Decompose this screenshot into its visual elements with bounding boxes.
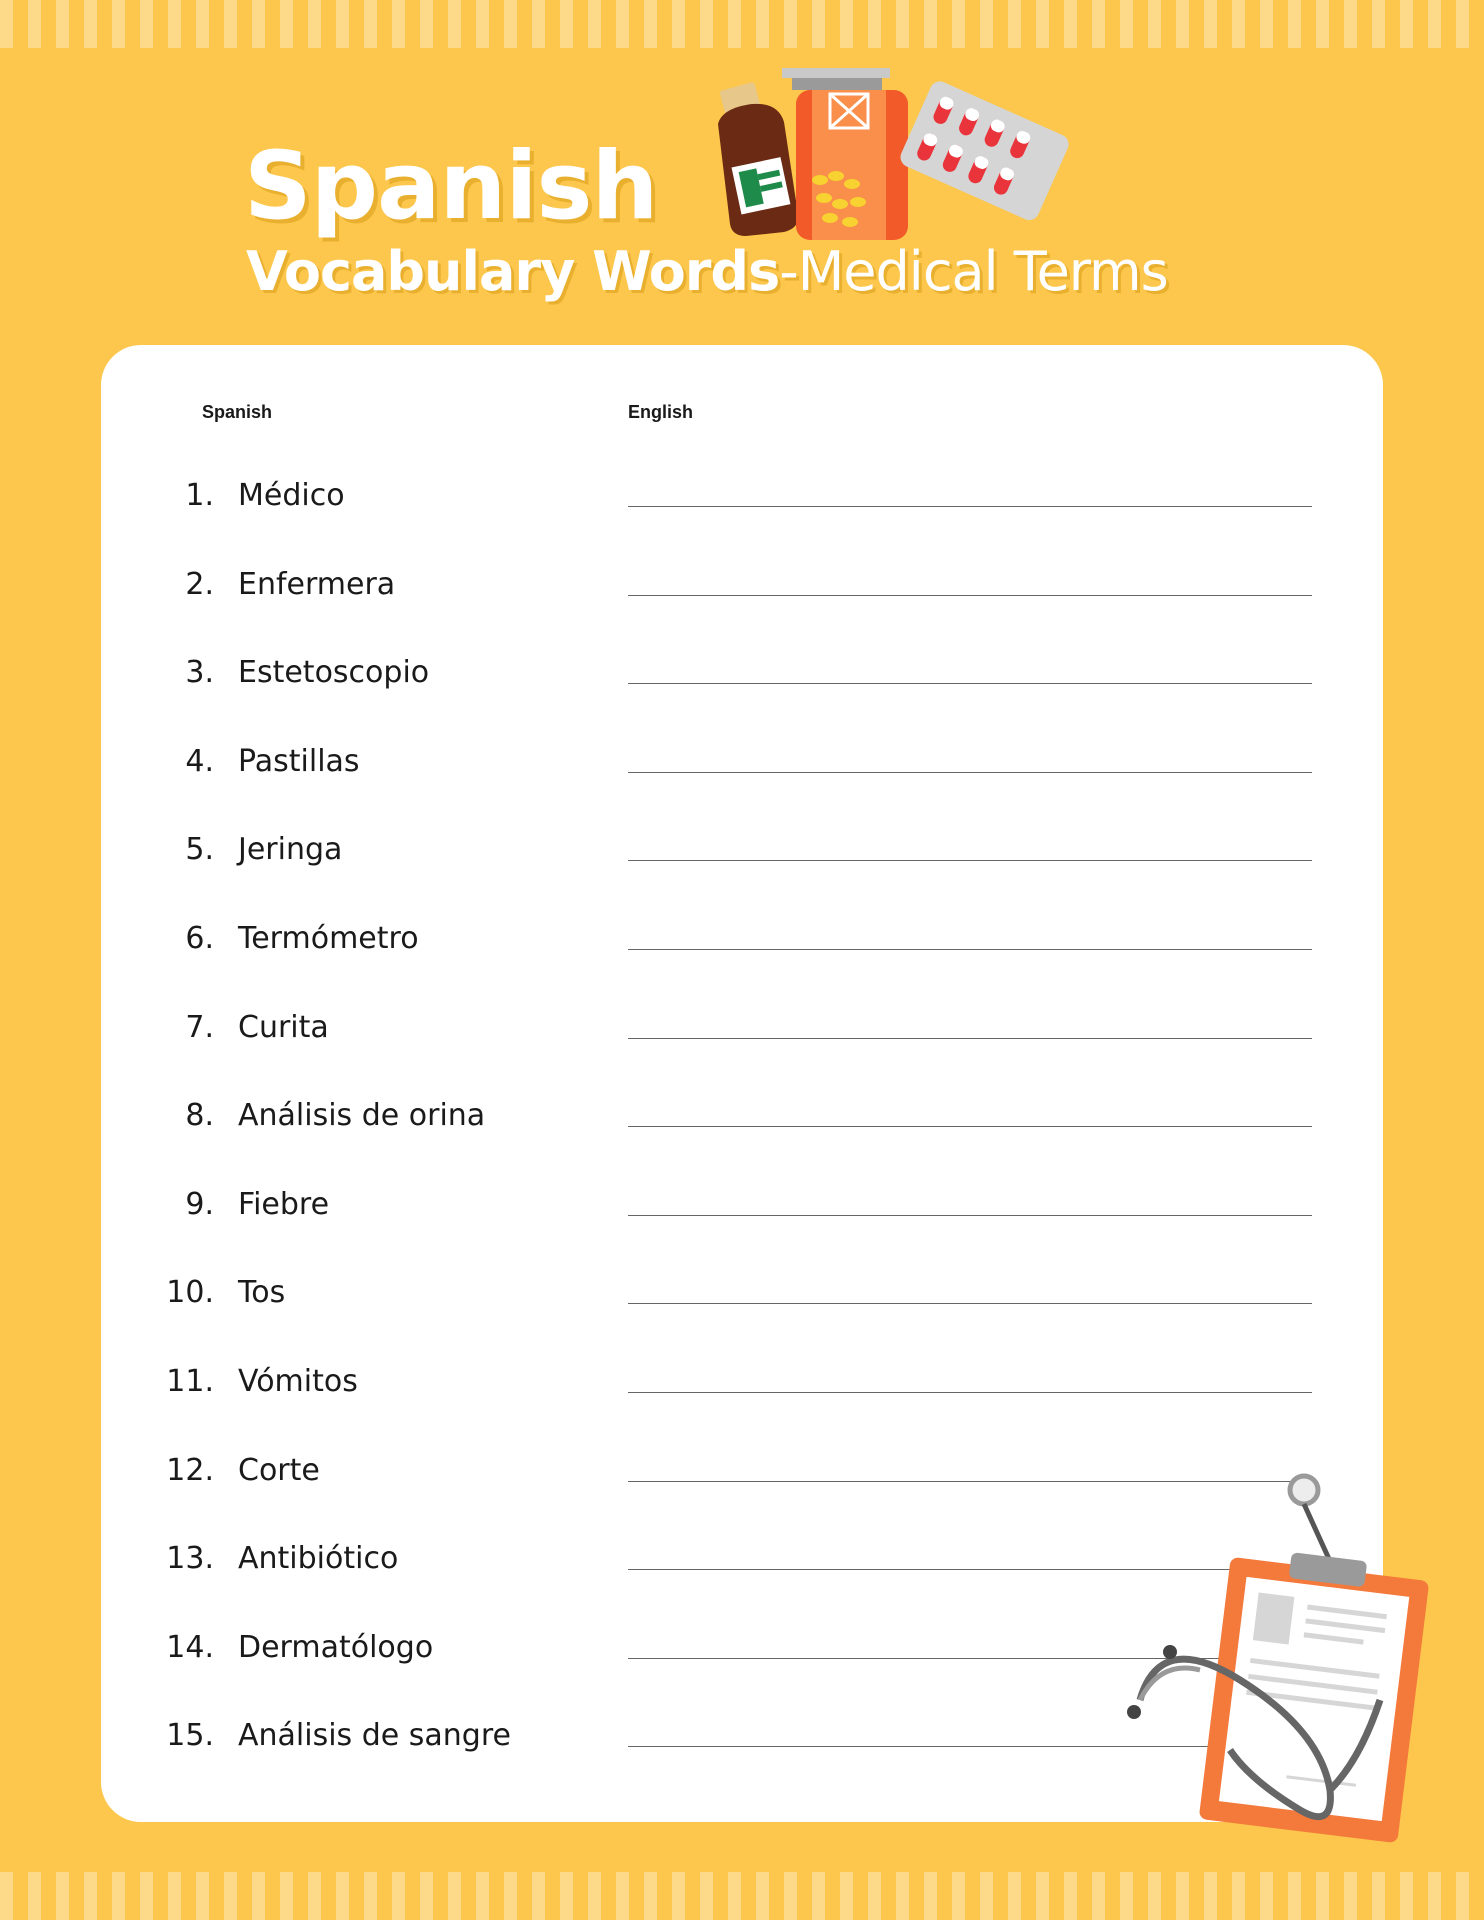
spanish-word: Termómetro bbox=[238, 921, 419, 956]
list-item bbox=[0, 478, 1484, 538]
subtitle-bold: Vocabulary Words bbox=[246, 240, 780, 303]
spanish-word: Jeringa bbox=[238, 832, 343, 868]
spanish-word: Enfermera bbox=[238, 566, 396, 602]
spanish-word: Corte bbox=[238, 1452, 320, 1488]
spanish-word: Estetoscopio bbox=[238, 655, 430, 691]
item-number: 11. bbox=[166, 1364, 214, 1399]
list-item bbox=[0, 655, 1484, 715]
column-header-english: English bbox=[628, 402, 694, 422]
list-item bbox=[0, 1275, 1484, 1335]
list-item bbox=[0, 832, 1484, 892]
list-item bbox=[0, 744, 1484, 804]
english-answer-line[interactable] bbox=[628, 1126, 1312, 1127]
clipboard-illustration bbox=[1120, 1460, 1440, 1860]
medicine-bottle-icon bbox=[718, 82, 798, 236]
spanish-word: Tos bbox=[238, 1275, 286, 1311]
english-answer-line[interactable] bbox=[628, 860, 1312, 861]
item-number: 6. bbox=[185, 921, 214, 956]
english-answer-line[interactable] bbox=[628, 506, 1312, 507]
item-number: 4. bbox=[185, 743, 214, 779]
item-number: 15. bbox=[166, 1718, 214, 1754]
item-number: 13. bbox=[166, 1541, 214, 1577]
list-item bbox=[0, 1187, 1484, 1247]
list-item bbox=[0, 567, 1484, 627]
subtitle-light: -Medical Terms bbox=[779, 240, 1168, 303]
item-number: 7. bbox=[185, 1009, 214, 1045]
pill-blister-icon bbox=[897, 78, 1071, 223]
item-number: 12. bbox=[166, 1452, 214, 1488]
pill-jar-icon bbox=[782, 68, 908, 240]
item-number: 14. bbox=[166, 1629, 214, 1665]
list-item bbox=[0, 1364, 1484, 1424]
bottom-stripe-border bbox=[0, 1872, 1484, 1920]
spanish-word: Análisis de orina bbox=[238, 1098, 486, 1134]
english-answer-line[interactable] bbox=[628, 683, 1312, 684]
spanish-word: Antibiótico bbox=[238, 1541, 399, 1577]
list-item bbox=[0, 1010, 1484, 1070]
item-number: 5. bbox=[185, 832, 214, 868]
spanish-word: Fiebre bbox=[238, 1186, 330, 1222]
english-answer-line[interactable] bbox=[628, 772, 1312, 773]
item-number: 1. bbox=[185, 478, 214, 513]
medicine-illustration bbox=[712, 64, 1072, 244]
page-title: Spanish bbox=[244, 132, 658, 241]
spanish-word: Vómitos bbox=[238, 1364, 358, 1399]
top-stripe-border bbox=[0, 0, 1484, 48]
spanish-word: Análisis de sangre bbox=[238, 1718, 511, 1754]
page-subtitle bbox=[246, 240, 1168, 303]
item-number: 9. bbox=[185, 1186, 214, 1222]
english-answer-line[interactable] bbox=[628, 1392, 1312, 1393]
clipboard-icon bbox=[1199, 1552, 1430, 1843]
list-item bbox=[0, 1098, 1484, 1158]
item-number: 3. bbox=[185, 655, 214, 691]
spanish-word: Curita bbox=[238, 1009, 329, 1045]
english-answer-line[interactable] bbox=[628, 949, 1312, 950]
spanish-word: Médico bbox=[238, 478, 345, 513]
item-number: 10. bbox=[166, 1275, 214, 1311]
item-number: 8. bbox=[185, 1098, 214, 1134]
spanish-word: Pastillas bbox=[238, 743, 360, 779]
english-answer-line[interactable] bbox=[628, 1303, 1312, 1304]
english-answer-line[interactable] bbox=[628, 595, 1312, 596]
list-item bbox=[0, 921, 1484, 981]
item-number: 2. bbox=[185, 566, 214, 602]
english-answer-line[interactable] bbox=[628, 1215, 1312, 1216]
spanish-word: Dermatólogo bbox=[238, 1629, 434, 1665]
english-answer-line[interactable] bbox=[628, 1038, 1312, 1039]
column-header-spanish: Spanish bbox=[202, 402, 273, 422]
